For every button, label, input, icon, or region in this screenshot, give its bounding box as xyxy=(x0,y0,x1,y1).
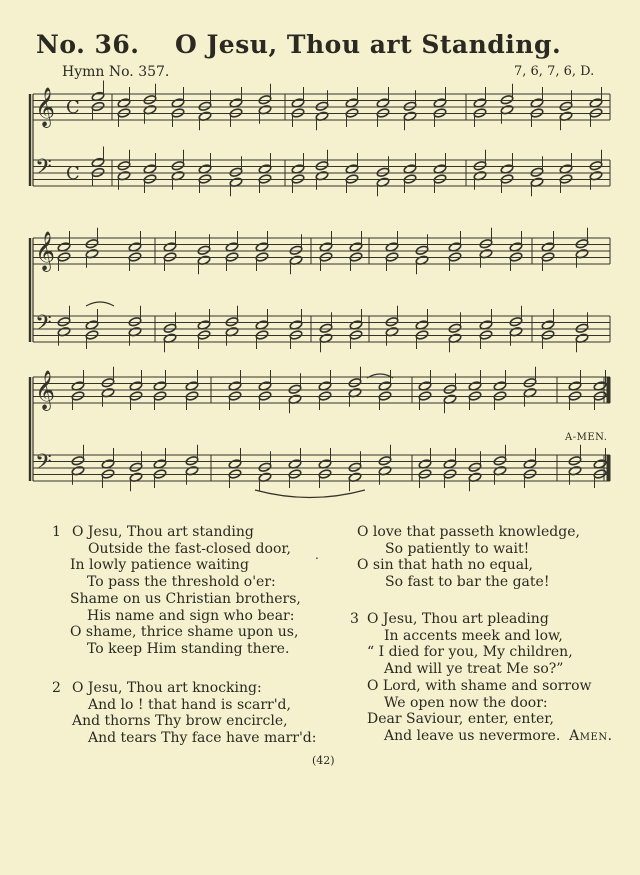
note-head xyxy=(403,101,417,111)
note-head xyxy=(288,469,302,479)
note-head xyxy=(101,469,115,479)
bass-clef-icon: 𝄢 xyxy=(35,311,52,341)
note-head xyxy=(128,317,142,327)
common-time-icon: C xyxy=(66,97,80,118)
note-head xyxy=(57,252,71,262)
note-head xyxy=(101,378,115,388)
note-head xyxy=(229,167,243,177)
note-head xyxy=(197,245,211,255)
hymn-title: O Jesu, Thou art Standing. xyxy=(175,30,562,59)
note-head xyxy=(448,323,462,333)
note-head xyxy=(378,391,392,401)
note-head xyxy=(85,330,99,340)
verse-2 xyxy=(52,680,316,747)
verse-line: To keep Him standing there. xyxy=(87,640,290,657)
note-head xyxy=(197,330,211,340)
amen-label: A-MEN. xyxy=(565,432,608,443)
note-head xyxy=(229,108,243,118)
bass-clef-icon: 𝄢 xyxy=(35,155,52,185)
hymn-reference: Hymn No. 357. xyxy=(62,64,170,80)
verse-line: O love that passeth knowledge, xyxy=(357,524,580,540)
note-head xyxy=(71,456,85,466)
note-head xyxy=(541,330,555,340)
note-head xyxy=(153,391,167,401)
verse-line: In lowly patience waiting xyxy=(70,557,249,574)
note-head xyxy=(403,174,417,184)
note-head xyxy=(479,330,493,340)
note-head xyxy=(415,245,429,255)
verse-line: O sin that hath no equal, xyxy=(357,557,534,574)
note-head xyxy=(349,330,363,340)
note-head xyxy=(443,469,457,479)
note-head xyxy=(163,252,177,262)
note-head xyxy=(129,391,143,401)
verse-line: Shame on us Christian brothers, xyxy=(70,590,301,607)
note-head xyxy=(143,174,157,184)
note-head xyxy=(117,108,131,118)
note-head xyxy=(559,101,573,111)
page-number: (42) xyxy=(312,754,335,767)
note-head xyxy=(500,95,514,105)
note-head xyxy=(258,391,272,401)
note-head xyxy=(91,167,105,177)
note-head xyxy=(433,174,447,184)
note-head xyxy=(418,391,432,401)
verse-line: O Jesu, Thou art pleading xyxy=(367,611,549,627)
stray-dot: . xyxy=(315,548,319,562)
note-head xyxy=(129,462,143,472)
verse-line: O Jesu, Thou art standing xyxy=(72,524,254,540)
note-head xyxy=(593,391,607,401)
note-head xyxy=(348,378,362,388)
note-head xyxy=(468,462,482,472)
note-head xyxy=(318,469,332,479)
note-head xyxy=(198,174,212,184)
note-head xyxy=(418,469,432,479)
note-head xyxy=(568,391,582,401)
common-time-icon: C xyxy=(66,163,80,184)
note-head xyxy=(315,101,329,111)
note-head xyxy=(258,174,272,184)
note-head xyxy=(473,108,487,118)
note-head xyxy=(258,462,272,472)
note-head xyxy=(479,239,493,249)
verse-line: We open now the door: xyxy=(384,694,548,711)
note-head xyxy=(448,252,462,262)
verse-line: O Jesu, Thou art knocking: xyxy=(72,680,262,696)
note-head xyxy=(345,108,359,118)
note-head xyxy=(117,161,131,171)
note-head xyxy=(575,323,589,333)
verse-1 xyxy=(52,524,301,658)
note-head xyxy=(589,108,603,118)
note-head xyxy=(509,252,523,262)
note-head xyxy=(289,245,303,255)
verse-3 xyxy=(350,611,613,745)
verse-1-continued xyxy=(357,524,580,591)
verse-number: 3 xyxy=(350,611,359,627)
note-head xyxy=(568,456,582,466)
note-head xyxy=(185,391,199,401)
verse-line: Dear Saviour, enter, enter, xyxy=(367,711,554,728)
note-head xyxy=(493,456,507,466)
note-head xyxy=(288,384,302,394)
note-head xyxy=(171,108,185,118)
note-head xyxy=(319,323,333,333)
verse-number: 1 xyxy=(52,524,61,540)
verse-line: So fast to bar the gate! xyxy=(385,574,550,591)
note-head xyxy=(315,161,329,171)
note-head xyxy=(345,174,359,184)
note-head xyxy=(443,384,457,394)
note-head xyxy=(349,252,363,262)
note-head xyxy=(185,456,199,466)
note-head xyxy=(376,108,390,118)
note-head xyxy=(228,469,242,479)
note-head xyxy=(225,252,239,262)
note-head xyxy=(319,252,333,262)
slur xyxy=(86,302,114,306)
verse-line: His name and sign who bear: xyxy=(87,607,295,624)
treble-clef-icon: 𝄞 xyxy=(35,370,56,410)
verse-line: And tears Thy face have marr'd: xyxy=(88,730,317,747)
note-head xyxy=(523,378,537,388)
note-head xyxy=(128,252,142,262)
verse-line: And thorns Thy brow encircle, xyxy=(72,713,288,730)
note-head xyxy=(376,167,390,177)
note-head xyxy=(541,252,555,262)
note-head xyxy=(378,456,392,466)
note-head xyxy=(500,174,514,184)
treble-clef-icon: 𝄞 xyxy=(35,87,56,127)
note-head xyxy=(71,391,85,401)
note-head xyxy=(153,469,167,479)
note-head xyxy=(228,391,242,401)
note-head xyxy=(589,161,603,171)
note-head xyxy=(198,101,212,111)
treble-clef-icon: 𝄞 xyxy=(35,231,56,271)
note-head xyxy=(559,174,573,184)
verse-line: Outside the fast-closed door, xyxy=(88,540,291,557)
verse-line: O Lord, with shame and sorrow xyxy=(367,677,592,694)
note-head xyxy=(473,161,487,171)
note-head xyxy=(291,108,305,118)
verse-line: O shame, thrice shame upon us, xyxy=(70,624,299,641)
note-head xyxy=(225,317,239,327)
bass-clef-icon: 𝄢 xyxy=(35,450,52,480)
note-head xyxy=(91,101,105,111)
note-head xyxy=(258,95,272,105)
note-head xyxy=(385,317,399,327)
note-head xyxy=(143,95,157,105)
note-head xyxy=(255,252,269,262)
verse-line: And leave us nevermore. Amen. xyxy=(384,727,613,744)
verse-line: And will ye treat Me so?” xyxy=(384,661,564,678)
slur xyxy=(255,490,365,498)
note-head xyxy=(289,330,303,340)
meter-label: 7, 6, 7, 6, D. xyxy=(514,64,595,79)
amen-mark: Amen. xyxy=(569,727,613,744)
verse-line: So patiently to wait! xyxy=(385,540,530,557)
note-head xyxy=(291,174,305,184)
note-head xyxy=(85,239,99,249)
note-head xyxy=(530,167,544,177)
note-head xyxy=(433,108,447,118)
note-head xyxy=(530,108,544,118)
note-head xyxy=(509,317,523,327)
verse-line: To pass the threshold o'er: xyxy=(87,574,276,591)
note-head xyxy=(163,323,177,333)
note-head xyxy=(468,391,482,401)
note-head xyxy=(57,317,71,327)
hymn-number: No. 36. xyxy=(36,30,140,59)
note-head xyxy=(523,469,537,479)
note-head xyxy=(385,252,399,262)
note-head xyxy=(415,330,429,340)
verse-line: In accents meek and low, xyxy=(384,627,563,644)
note-head xyxy=(348,462,362,472)
note-head xyxy=(318,391,332,401)
verse-line: “ I died for you, My children, xyxy=(367,644,573,661)
note-head xyxy=(493,391,507,401)
verse-number: 2 xyxy=(52,680,61,696)
note-head xyxy=(593,469,607,479)
verse-line: And lo ! that hand is scarr'd, xyxy=(88,696,291,713)
note-head xyxy=(255,330,269,340)
note-head xyxy=(171,161,185,171)
note-head xyxy=(575,239,589,249)
